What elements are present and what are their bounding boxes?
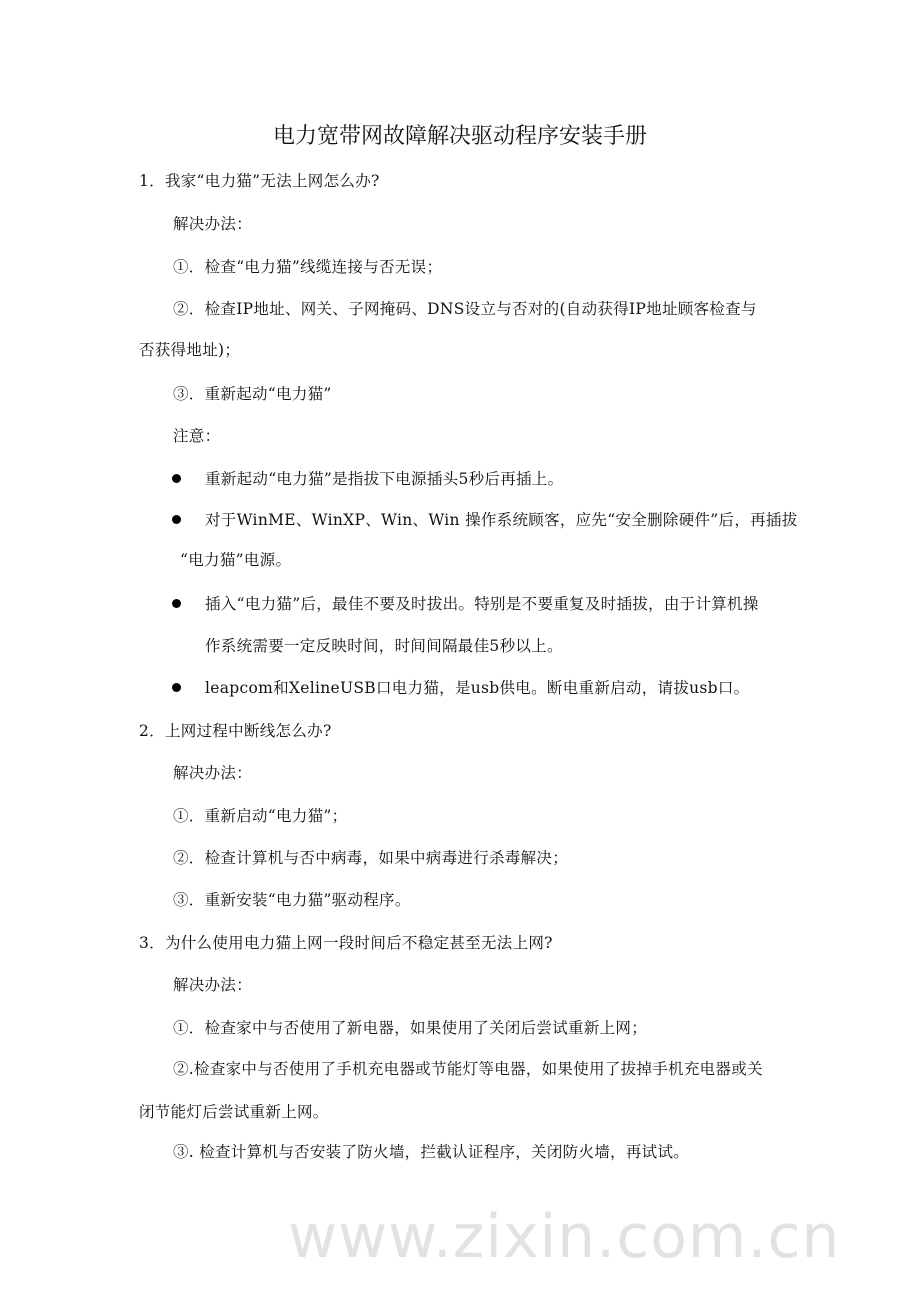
- step: ①．检查“电力猫”线缆连接与否无误；: [173, 258, 443, 276]
- step: ②.检查家中与否使用了手机充电器或节能灯等电器，如果使用了拔掉手机充电器或关: [173, 1060, 763, 1078]
- note-item: leapcom和XelineUSB口电力猫，是usb供电。断电重新启动，请拔usb口。: [205, 679, 750, 697]
- step: ①．重新启动“电力猫”；: [173, 807, 348, 825]
- step: ③. 检查计算机与否安装了防火墙，拦截认证程序，关闭防火墙，再试试。: [173, 1143, 690, 1161]
- step: ③．重新起动“电力猫”: [173, 385, 332, 403]
- step: ②．检查计算机与否中病毒，如果中病毒进行杀毒解决；: [173, 849, 569, 867]
- note-item: 重新起动“电力猫”是指拔下电源插头5秒后再插上。: [205, 470, 564, 488]
- question-2: 2．上网过程中断线怎么办?: [139, 722, 332, 740]
- step-continued: 否获得地址)；: [139, 341, 241, 359]
- step-continued: 闭节能灯后尝试重新上网。: [139, 1103, 329, 1121]
- note-label: 注意：: [173, 427, 221, 445]
- question-1: 1．我家“电力猫”无法上网怎么办?: [139, 172, 380, 190]
- question-3: 3．为什么使用电力猫上网一段时间后不稳定甚至无法上网?: [139, 934, 553, 952]
- solution-label: 解决办法：: [173, 764, 253, 782]
- solution-label: 解决办法：: [173, 215, 253, 233]
- note-item-continued: 作系统需要一定反映时间，时间间隔最佳5秒以上。: [205, 637, 563, 655]
- note-item: 对于WinME、WinXP、Win、Win 操作系统顾客，应先“安全删除硬件”后，再插拔: [205, 511, 798, 529]
- document-title: 电力宽带网故障解决驱动程序安装手册: [272, 124, 647, 149]
- solution-label: 解决办法：: [173, 976, 253, 994]
- bullet-icon: [172, 599, 181, 608]
- watermark: www.zixin.com.cn: [288, 1202, 841, 1272]
- step: ③．重新安装“电力猫”驱动程序。: [173, 891, 411, 909]
- step: ②．检查IP地址、网关、子网掩码、DNS设立与否对的(自动获得IP地址顾客检查与: [173, 300, 757, 318]
- note-item-continued: “电力猫”电源。: [180, 551, 292, 569]
- bullet-icon: [172, 474, 181, 483]
- note-item: 插入“电力猫”后，最佳不要及时拔出。特别是不要重复及时插拔，由于计算机操: [205, 595, 759, 613]
- bullet-icon: [172, 515, 181, 524]
- bullet-icon: [172, 683, 181, 692]
- step: ①．检查家中与否使用了新电器，如果使用了关闭后尝试重新上网；: [173, 1019, 648, 1037]
